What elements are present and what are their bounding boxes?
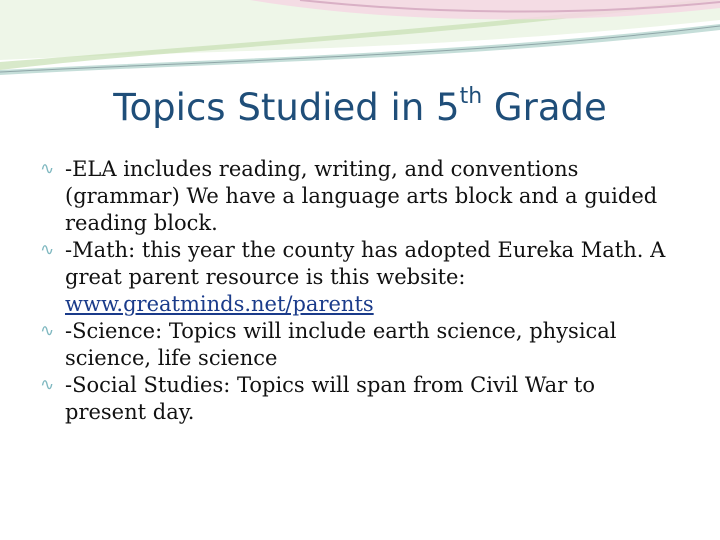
bullet-science: ∿ -Science: Topics will include earth science, physical science, life science: [40, 319, 617, 370]
bullet-math: ∿ -Math: this year the county has adopted Eureka Math. A great parent resource is this website: www.greatminds.net/parents: [40, 238, 666, 316]
swirl-bullet-icon: ∿: [40, 159, 55, 179]
bullet-list: [40, 156, 680, 426]
slide-title: Topics Studied in 5th Grade: [113, 83, 607, 129]
swirl-bullet-icon: ∿: [40, 240, 55, 260]
swirl-bullet-icon: ∿: [40, 375, 55, 395]
swirl-bullet-icon: ∿: [40, 321, 55, 341]
bullet-ela: ∿ -ELA includes reading, writing, and conventions (grammar) We have a language arts block and a guided reading block.: [40, 157, 658, 235]
greatminds-link[interactable]: www.greatminds.net/parents: [65, 292, 374, 316]
header-swoosh-decoration: [0, 0, 720, 90]
bullet-social-studies: ∿ -Social Studies: Topics will span from Civil War to present day.: [40, 373, 595, 424]
title-superscript: th: [459, 83, 483, 109]
